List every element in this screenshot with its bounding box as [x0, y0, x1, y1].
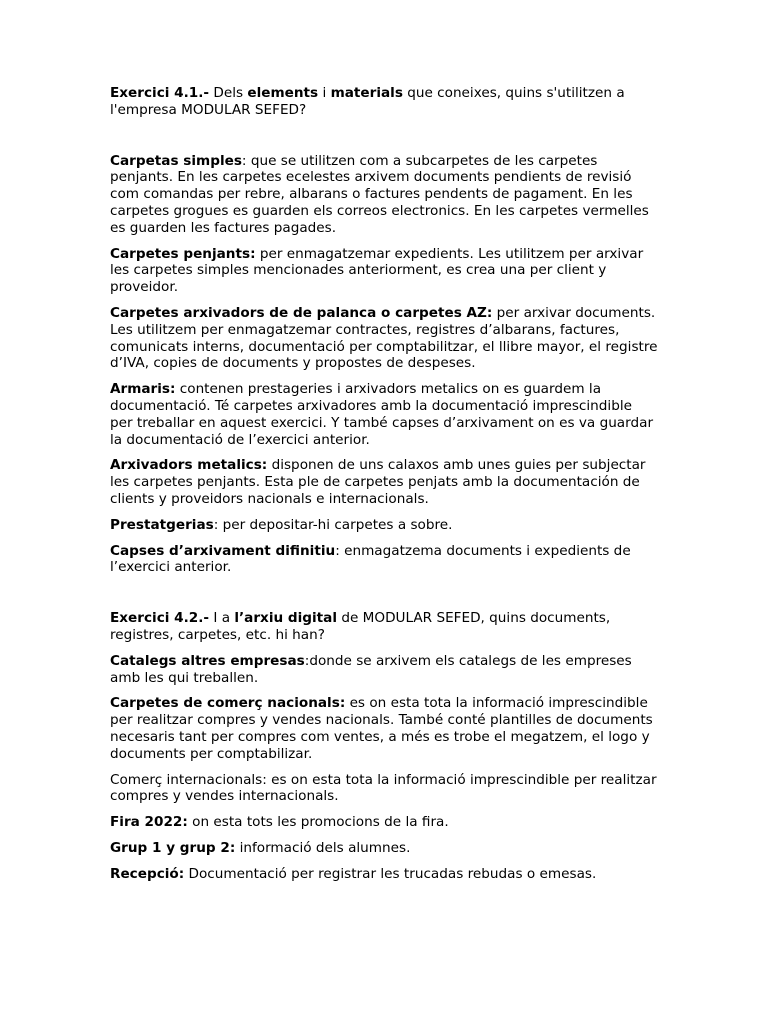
question-emphasis: l’arxiu digital — [234, 610, 338, 627]
item-term: Carpetes arxivadors de de palanca o carpetes AZ: — [110, 304, 493, 321]
item-term: Carpetes penjants: — [110, 245, 256, 262]
item-text: : per depositar-hi carpetes a sobre. — [213, 516, 453, 533]
item-text: es on esta tota la informació imprescindible per realitzar compres y vendes nacionals. També conté plantilles de documents necesaris tant per compres com ventes, a més es trobe el megatzem, el logo y documents per comptabilizar. — [110, 695, 653, 762]
item-carpetes-az — [110, 305, 658, 372]
item-text: Comerç internacionals: es on esta tota la informació imprescindible per realitzar compres y vendes internacionals. — [110, 771, 657, 805]
item-term: Recepció: — [110, 865, 185, 882]
item-term: Capses d’arxivament difinitiu — [110, 542, 336, 559]
item-term: Grup 1 y grup 2: — [110, 839, 236, 856]
item-carpetas-simples — [110, 153, 658, 237]
question-text: i — [318, 85, 331, 101]
exercise-4-1-question — [110, 85, 658, 119]
item-term: Prestatgerias — [110, 516, 214, 533]
question-text: Dels — [209, 85, 248, 101]
question-text: de MODULAR SEFED, quins documents, registres, carpetes, etc. hi han? — [110, 610, 611, 643]
item-text: : enmagatzema documents i expedients de l’exercici anterior. — [110, 542, 631, 576]
exercise-4-2-label: Exercici 4.2.- — [110, 610, 210, 627]
document-body — [110, 85, 658, 882]
item-term: Carpetas simples — [110, 152, 242, 169]
item-recepcio — [110, 866, 658, 883]
question-text: I a — [209, 610, 235, 627]
item-carpetes-penjants — [110, 246, 658, 296]
item-term: Carpetes de comerç nacionals: — [110, 695, 346, 712]
item-term: Fira 2022: — [110, 814, 188, 831]
item-armaris — [110, 381, 658, 448]
item-fira-2022 — [110, 814, 658, 831]
item-text: contenen prestageries i arxivadors metalics on es guardem la documentació. Té carpetes arxivadores amb la documentació imprescindible per treballar en aquest exercici. Y també capses d’arxivament on es va guardar la documentació de l’exercici anterior. — [110, 381, 654, 448]
item-arxivadors-metalics — [110, 457, 658, 507]
item-capses-arxivament — [110, 543, 658, 577]
item-term: Armaris: — [110, 381, 176, 398]
item-text: informació dels alumnes. — [235, 839, 411, 856]
question-text: que coneixes, quins s'utilitzen a l'empresa MODULAR SEFED? — [110, 85, 625, 118]
exercise-4-2-question — [110, 610, 658, 644]
exercise-4-1-label: Exercici 4.1.- — [110, 85, 210, 101]
question-emphasis: materials — [330, 85, 403, 101]
question-emphasis: elements — [247, 85, 319, 101]
item-text: disponen de uns calaxos amb unes guies per subjectar les carpetes penjants. Esta ple de carpetes penjats amb la documentación de clients y proveidors nacionals e internacionals. — [110, 457, 646, 507]
item-term: Arxivadors metalics: — [110, 457, 268, 474]
item-grups — [110, 840, 658, 857]
item-text: per arxivar documents. Les utilitzem per enmagatzemar contractes, registres d’albarans, factures, comunicats interns, documentació per comptabilitzar, el llibre mayor, el registre d’IVA, copies de documents y propostes de despeses. — [110, 304, 658, 372]
item-carpetes-comerc-nacionals — [110, 695, 658, 762]
item-prestatgerias — [110, 517, 658, 534]
item-text: : que se utilitzen com a subcarpetes de les carpetes penjants. En les carpetes ecelestes arxivem documents pendients de revisió com comandas per rebre, albarans o factures pendents de pagament. En les carpetes grogues es guarden els correos electronics. En les carpetes vermelles es guarden les factures pagades. — [110, 152, 649, 236]
item-text: :donde se arxivem els catalegs de les empreses amb les qui treballen. — [110, 652, 632, 686]
item-text: Documentació per registrar les trucadas rebudas o emesas. — [184, 865, 597, 882]
item-text: per enmagatzemar expedients. Les utilitzem per arxivar les carpetes simples mencionades anteriorment, es crea una per client y proveidor. — [110, 245, 644, 296]
item-comerc-internacionals — [110, 772, 658, 806]
item-catalegs — [110, 653, 658, 687]
item-text: on esta tots les promocions de la fira. — [187, 814, 449, 831]
item-term: Catalegs altres empresas — [110, 652, 305, 669]
